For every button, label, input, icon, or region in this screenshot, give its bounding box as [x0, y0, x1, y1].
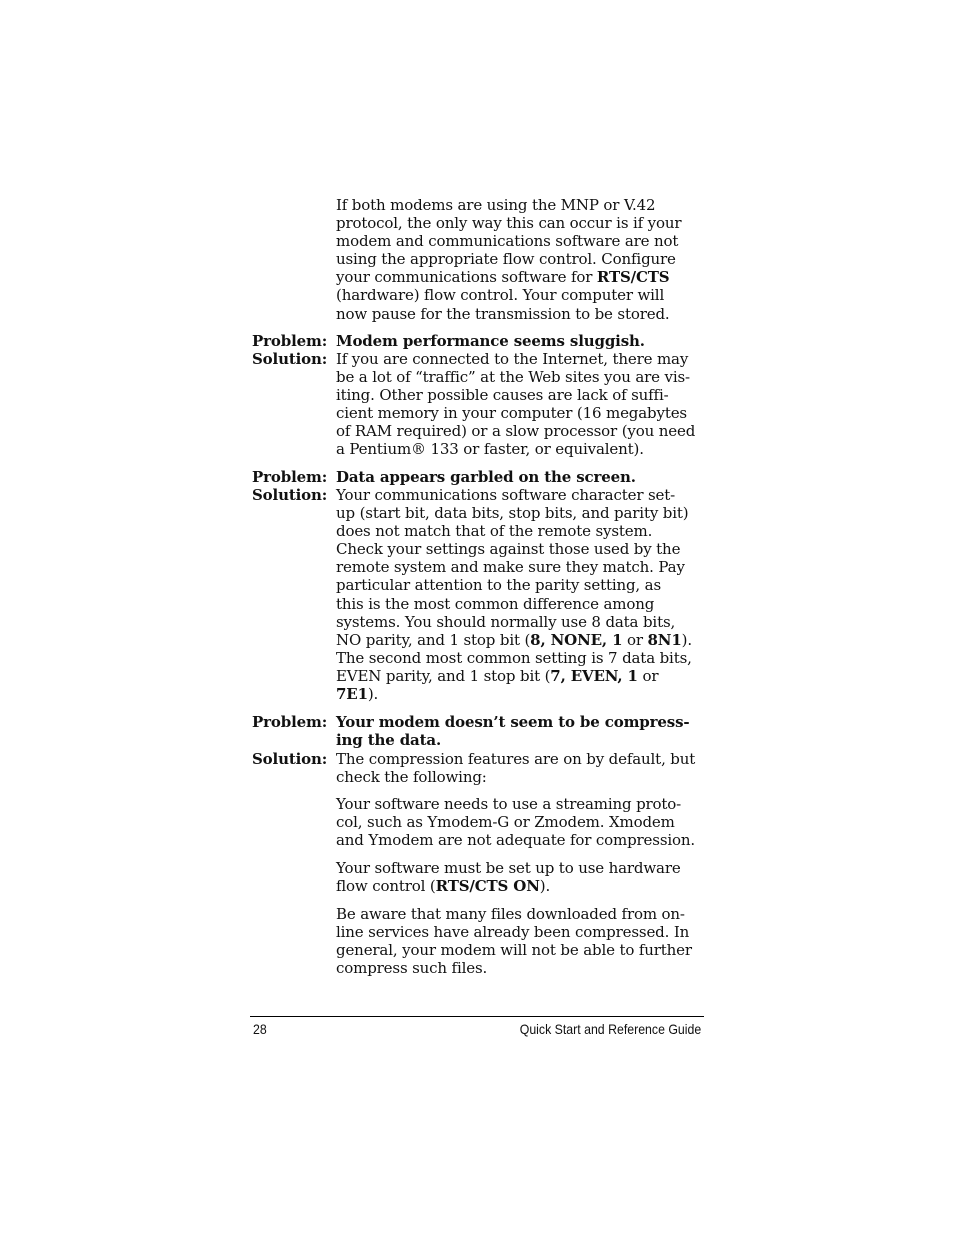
- problem-text-3: [336, 713, 708, 749]
- page-number: 28: [253, 1021, 267, 1037]
- intro-text-2: (hardware) flow control. Your computer will now pause for the transmission to be stored.: [336, 286, 670, 323]
- solution-2-text-end: ).: [367, 685, 379, 704]
- setting-7-even-1: 7, EVEN, 1: [550, 666, 638, 685]
- problem-3-text: Your modem doesn’t seem to be compress- ing the data.: [336, 713, 690, 750]
- solution-paragraph-1: If you are connected to the Internet, there may be a lot of “traffic” at the Web sites you are vis- iting. Other possible causes are lack of suffi- cient memory in your computer (16 megabytes of RAM required) or a slow processor (you need a Pentium® 133 or faster, or equivalent).: [336, 350, 696, 459]
- solution-label-2: Solution:: [252, 486, 328, 504]
- problem-label-3: Problem:: [252, 713, 328, 731]
- solution-label-1: Solution:: [252, 350, 328, 368]
- setting-8n1: 8N1: [647, 630, 682, 649]
- intro-bold-rtscts: RTS/CTS: [596, 268, 670, 287]
- rtscts-on-setting: RTS/CTS ON: [435, 877, 540, 896]
- intro-paragraph: [336, 196, 708, 323]
- compression-note-1: [336, 795, 708, 849]
- solution-text-3: [336, 750, 708, 786]
- problem-text-2: Data appears garbled on the screen.: [336, 468, 636, 486]
- compression-note-2-text-c: ).: [539, 877, 551, 896]
- solution-text-2: [336, 486, 708, 703]
- solution-text-1: [336, 350, 708, 459]
- problem-label-2: Problem:: [252, 468, 328, 486]
- compression-note-2-text-a: Your software must be set up to use hardware flow control (: [336, 859, 681, 896]
- problem-text-1: Modem performance seems sluggish.: [336, 332, 645, 350]
- compression-note-3: [336, 905, 708, 977]
- solution-2-text-or-1: or: [622, 630, 648, 649]
- compression-note-2: [336, 859, 708, 895]
- solution-label-3: Solution:: [252, 750, 328, 768]
- setting-7e1: 7E1: [336, 685, 368, 704]
- intro-text-1: If both modems are using the MNP or V.42 protocol, the only way this can occur is if your modem and communications software are not using the appropriate flow control. Configure your communications software for: [336, 196, 682, 287]
- solution-2-text-a: Your communications software character set- up (start bit, data bits, stop bits, and parity bit) does not match that of the remote system. Check your settings against those used by the remote system and make sure they match. Pay particular attention to the parity setting, as this is the most common difference among systems. You should normally use 8 data bits, NO parity, and 1 stop bit (: [336, 486, 689, 649]
- solution-2-text-or-2: or: [642, 666, 659, 685]
- compression-note-3-text: Be aware that many files downloaded from on- line services have already been compressed. In general, your modem will not be able to further compress such files.: [336, 905, 692, 978]
- compression-note-1-text: Your software needs to use a streaming proto- col, such as Ymodem-G or Zmodem. Xmodem and Ymodem are not adequate for compression.: [336, 795, 696, 850]
- guide-title: Quick Start and Reference Guide: [519, 1021, 701, 1037]
- problem-label-1: Problem:: [252, 332, 328, 350]
- solution-3-intro: The compression features are on by default, but check the following:: [336, 750, 696, 787]
- setting-8-none-1: 8, NONE, 1: [530, 630, 623, 649]
- footer-rule: [250, 1016, 704, 1017]
- solution-2-text-b: ). The second most common setting is 7 data bits, EVEN parity, and 1 stop bit (: [336, 630, 692, 685]
